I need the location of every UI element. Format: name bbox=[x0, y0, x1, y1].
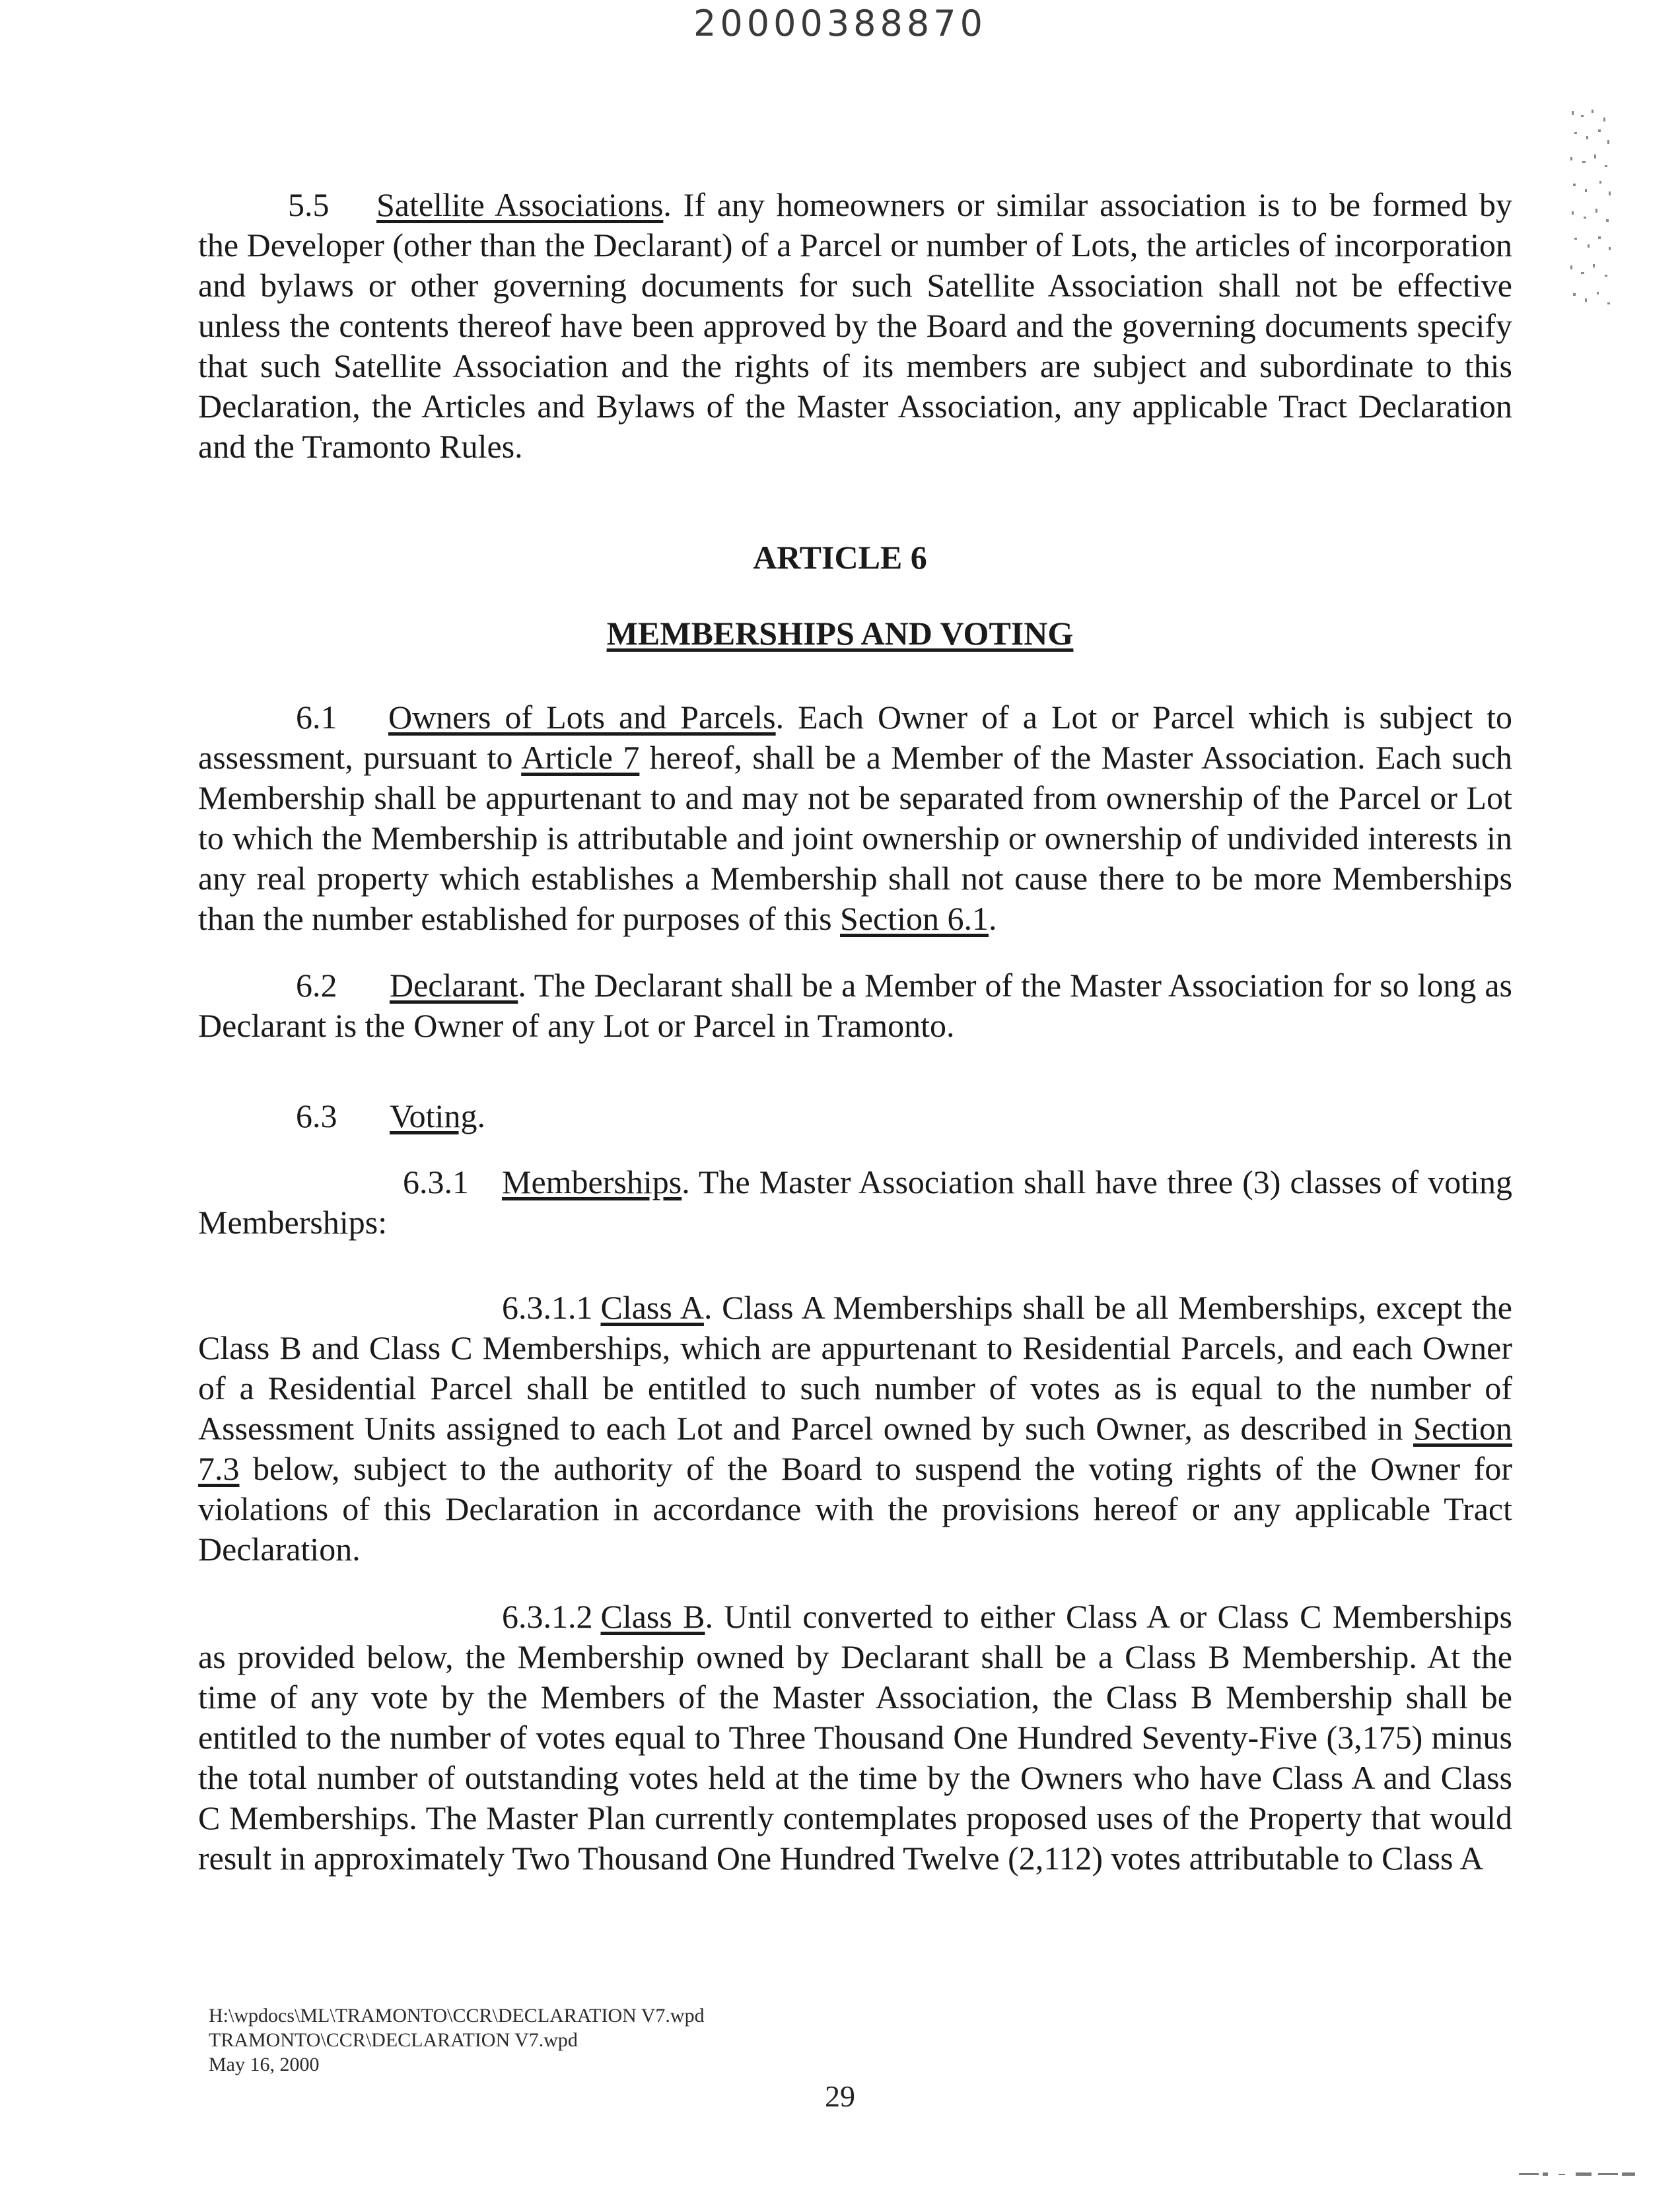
article-reference: Article 7 bbox=[521, 739, 640, 776]
section-number: 5.5 bbox=[288, 186, 330, 223]
section-5-5 bbox=[198, 185, 1512, 467]
scan-artifact-icon bbox=[1519, 2170, 1638, 2179]
section-number: 6.1 bbox=[296, 699, 337, 736]
section-title: Satellite Associations bbox=[376, 186, 664, 223]
section-body: . Until converted to either Class A or Class C Memberships as provided below, the Membership owned by Declarant shall be a Class B Membership. At the time of any vote by the Members of the Master Association, the Class B Membership shall be entitled to the number of votes equal to Three Thousand One Hundred Seventy-Five (3,175) minus the total number of outstanding votes held at the time by the Owners who have Class A and Class C Memberships. The Master Plan currently contemplates proposed uses of the Property that would result in approximately Two Thousand One Hundred Twelve (2,112) votes attributable to Class A bbox=[198, 1598, 1512, 1877]
section-number: 6.3 bbox=[296, 1097, 337, 1134]
section-body: . The Master Association shall have three (3) classes of voting Memberships: bbox=[198, 1163, 1512, 1241]
section-title: Declarant bbox=[390, 967, 518, 1004]
footer-file-path: H:\wpdocs\ML\TRAMONTO\CCR\DECLARATION V7.wpd bbox=[209, 2005, 705, 2027]
section-title: Class B bbox=[600, 1598, 705, 1635]
section-title: Class A bbox=[600, 1289, 704, 1326]
stamp-mark-icon bbox=[1565, 106, 1618, 317]
section-reference: Section 6.1 bbox=[840, 900, 989, 937]
section-reference: Section 7.3 bbox=[198, 1410, 1512, 1487]
section-6-1 bbox=[198, 697, 1512, 939]
section-title: Voting bbox=[390, 1097, 477, 1134]
section-body: . Each Owner of a Lot or Parcel which is subject to assessment, pursuant to bbox=[198, 699, 1512, 776]
section-body: . bbox=[477, 1097, 485, 1134]
article-title-text: MEMBERSHIPS AND VOTING bbox=[606, 615, 1074, 652]
section-6-2 bbox=[198, 965, 1512, 1046]
article-title bbox=[0, 614, 1680, 652]
section-number: 6.3.1.1 bbox=[502, 1289, 593, 1326]
page-number: 29 bbox=[825, 2079, 855, 2113]
section-6-3-1-1 bbox=[198, 1288, 1512, 1570]
footer-file-path-short: TRAMONTO\CCR\DECLARATION V7.wpd bbox=[209, 2029, 578, 2051]
section-6-3 bbox=[198, 1096, 1512, 1136]
section-body: hereof, shall be a Member of the Master Association. Each such Membership shall be appurtenant to and may not be separated from ownership of the Parcel or Lot to which the Membership is attributable and joint ownership or ownership of undivided interests in any real property which establishes a Membership shall not cause there to be more Memberships than the number established for purposes of this bbox=[198, 739, 1512, 937]
section-number: 6.3.1.2 bbox=[502, 1598, 593, 1635]
section-title: Memberships bbox=[502, 1163, 682, 1200]
section-body: . If any homeowners or similar association is to be formed by the Developer (other than the Declarant) of a Parcel or number of Lots, the articles of incorporation and bylaws or other governing documents for such Satellite Association shall not be effective unless the contents thereof have been approved by the Board and the governing documents specify that such Satellite Association and the rights of its members are subject and subordinate to this Declaration, the Articles and Bylaws of the Master Association, any applicable Tract Declaration and the Tramonto Rules. bbox=[198, 186, 1512, 465]
article-label: ARTICLE 6 bbox=[753, 539, 927, 576]
section-body: . bbox=[989, 900, 997, 937]
section-6-3-1 bbox=[198, 1162, 1512, 1243]
section-body: . The Declarant shall be a Member of the Master Association for so long as Declarant is the Owner of any Lot or Parcel in Tramonto. bbox=[198, 967, 1512, 1044]
section-number: 6.2 bbox=[296, 967, 337, 1004]
recording-number: 20000388870 bbox=[693, 3, 987, 44]
section-body: . Class A Memberships shall be all Memberships, except the Class B and Class C Memberships, which are appurtenant to Residential Parcels, and each Owner of a Residential Parcel shall be entitled to such number of votes as is equal to the number of Assessment Units assigned to each Lot and Parcel owned by such Owner, as described in bbox=[198, 1289, 1512, 1447]
section-body: below, subject to the authority of the Board to suspend the voting rights of the Owner for violations of this Declaration in accordance with the provisions hereof or any applicable Tract Declaration. bbox=[198, 1450, 1512, 1568]
footer-date: May 16, 2000 bbox=[209, 2054, 320, 2075]
section-title: Owners of Lots and Parcels bbox=[388, 699, 776, 736]
section-6-3-1-2 bbox=[198, 1597, 1512, 1879]
section-number: 6.3.1 bbox=[403, 1163, 469, 1200]
